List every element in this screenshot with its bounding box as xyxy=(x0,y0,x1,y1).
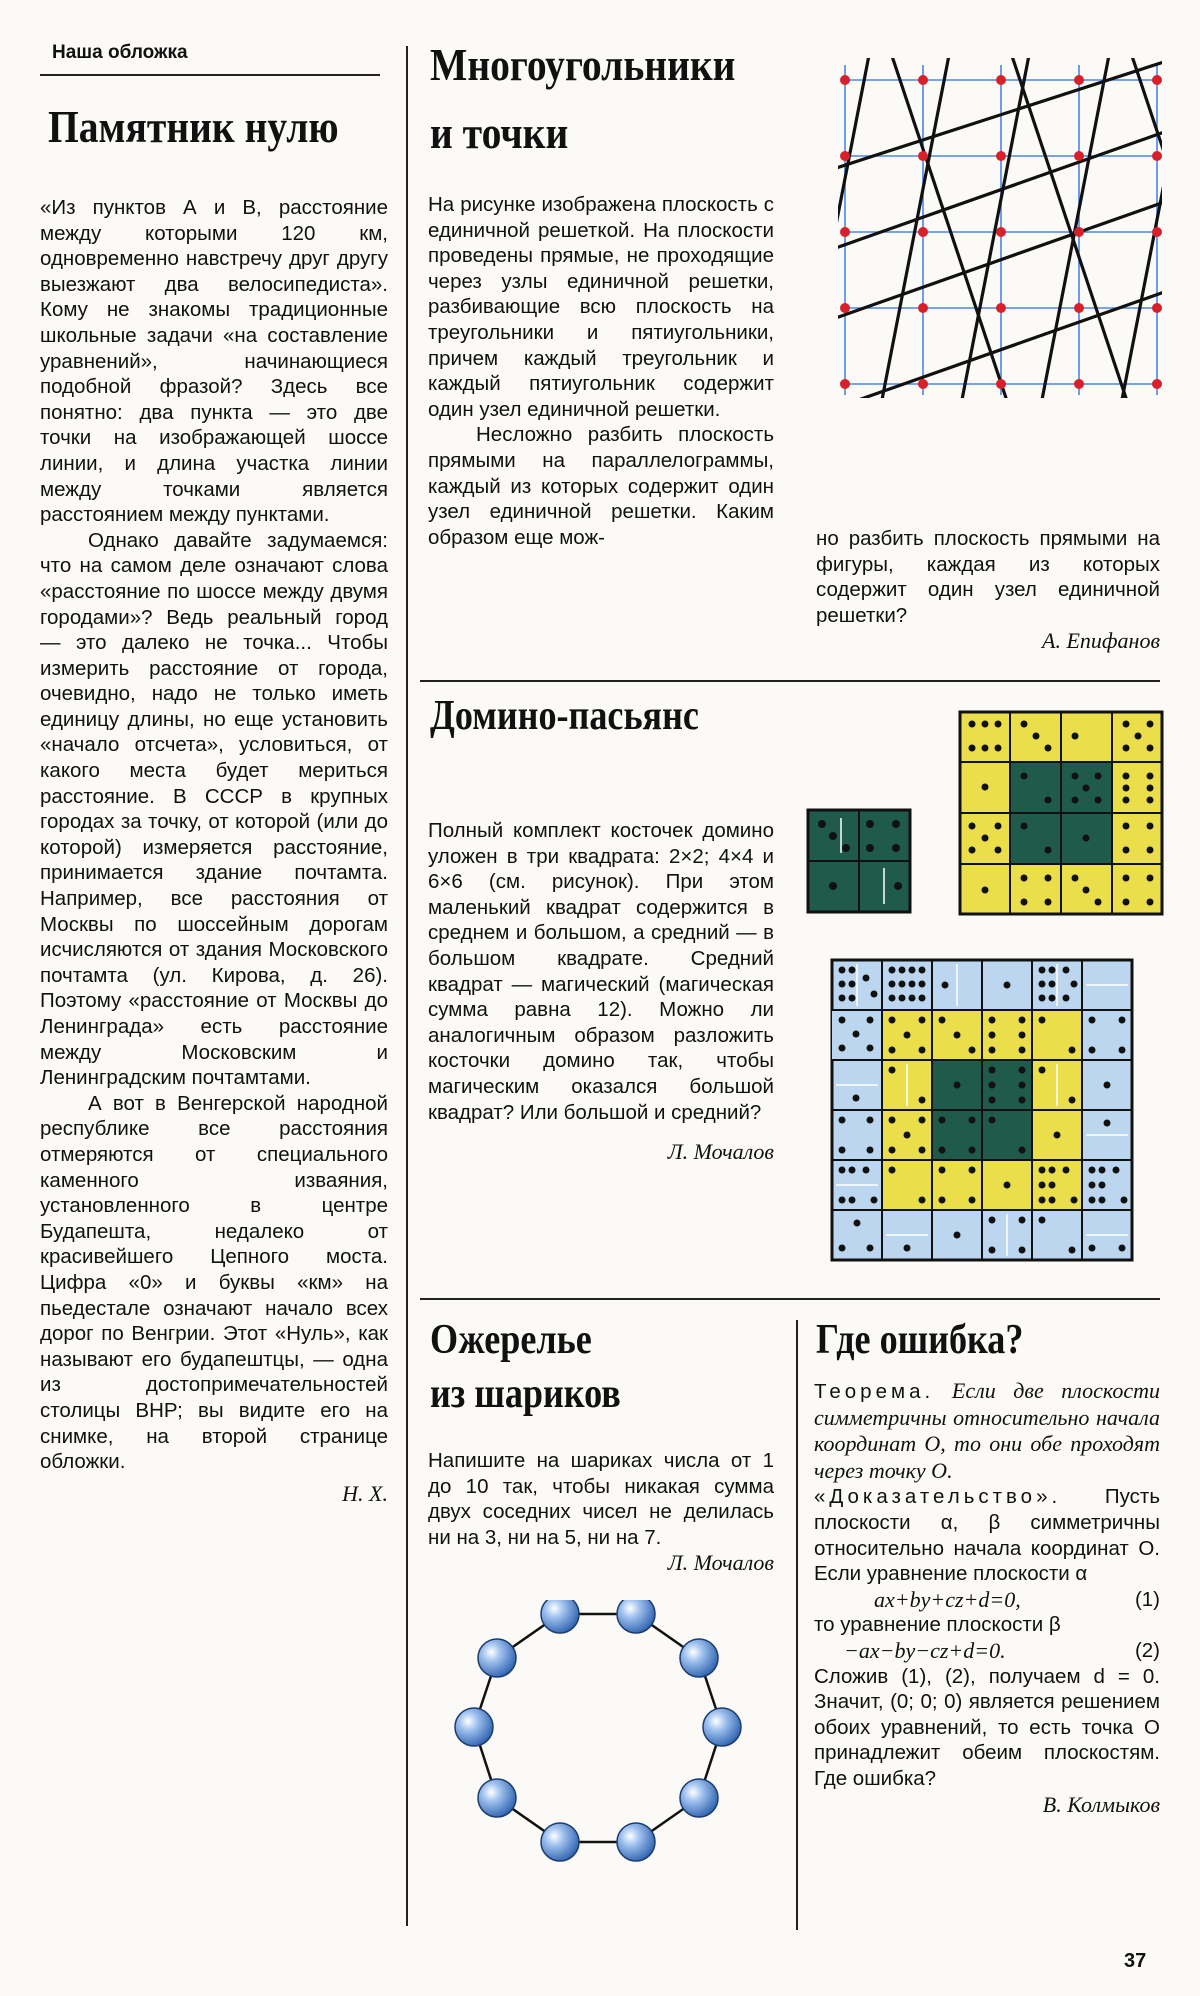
article1-paragraph-2: Однако давайте задумаемся: что на самом деле означают слова «расстояние по шоссе между двумя городами»? Ведь реальный город — это далеко не точка... Чтобы измерить расстояние от города, очевидно, надо не только иметь единицу длины, но еще установить «начало отсчета», условиться, от какого места будет мериться расстояние. В СССР в крупных городах за точку, от которой (или до которой) измеряется расстояние, принимается здание почтамта. Например, все расстояния от Москвы по шоссейным дорогам исчисляются от здания Московского почтамта (ул. Кирова, д. 26). Поэтому «расстояние от Москвы до Ленинграда» есть расстояние между Московским и Ленинградским почтамтами. xyxy=(40,528,388,1090)
article1-signature: Н. Х. xyxy=(342,1480,388,1506)
domino-square-medium xyxy=(958,710,1164,916)
article5-signature: В. Колмыков xyxy=(1042,1791,1160,1817)
article3-title: Домино-пасьянс xyxy=(430,693,699,739)
equation-1-number: (1) xyxy=(1134,1587,1160,1611)
column-divider-middle xyxy=(796,1320,798,1930)
necklace-figure xyxy=(440,1600,760,1900)
bead-9 xyxy=(455,1708,493,1746)
article4-title-line1: Ожерелье xyxy=(430,1317,592,1363)
equation-1-text: ax+by+cz+d=0, xyxy=(874,1586,1021,1612)
column-divider-left xyxy=(406,46,408,1926)
bead-7 xyxy=(541,1823,579,1861)
article2-body-right xyxy=(816,526,1160,654)
domino-square-large xyxy=(830,958,1134,1262)
article2-title-line2: и точки xyxy=(430,107,569,158)
bead-5 xyxy=(680,1779,718,1817)
equation-2-text: −ax−by−cz+d=0. xyxy=(844,1637,1006,1663)
article4-body xyxy=(428,1448,774,1576)
lattice-figure xyxy=(830,50,1170,410)
article4-title-line2: из шариков xyxy=(430,1371,621,1417)
bead-2 xyxy=(617,1600,655,1633)
header-rule xyxy=(40,74,380,76)
article4-paragraph: Напишите на шариках числа от 1 до 10 так, чтобы никакая сумма двух соседних чисел не делилась ни на 3, ни на 5, ни на 7. xyxy=(428,1449,774,1549)
article5-body xyxy=(814,1378,1160,1817)
beads xyxy=(455,1600,741,1861)
article3-paragraph: Полный комплект косточек домино уложен в три квадрата: 2×2; 4×4 и 6×6 (см. рисунок). При этом маленький квадрат содержится в среднем и большом, а средний — в большом квадрате. Средний квадрат — магический (магическая сумма равна 12). Можно ли аналогичным образом разложить косточки домино так, чтобы магическим оказался большой квадрат? Или большой и средний? xyxy=(428,819,774,1124)
article2-body-left xyxy=(428,192,774,550)
article2-paragraph-2b: но разбить плоскость прямыми на фигуры, каждая из которых содержит один узел единичной решетки? xyxy=(816,527,1160,627)
separator-bottom xyxy=(420,1298,1160,1300)
equation-2 xyxy=(814,1638,1160,1664)
proof-text-2: то уравнение плоскости β xyxy=(814,1613,1061,1637)
bead-3 xyxy=(680,1639,718,1677)
proof-text-3: Сложив (1), (2), получаем d = 0. Значит, (0; 0; 0) является решением обоих уравнений, то есть точка O принадлежит обеим плоскостям. Где ошибка? xyxy=(814,1664,1160,1790)
article1-body xyxy=(40,195,388,1506)
article1-paragraph-3: А вот в Венгерской народной республике все расстояния отмеряются от специального каменного изваяния, установленного в центре Будапешта, недалеко от красивейшего Цепного моста. Цифра «0» и буквы «км» на пьедестале означают начало всех дорог по Венгрии. Этот «Нуль», как называют его будапештцы, — одна из достопримечательностей столицы ВНР; вы видите его на снимке, на второй странице обложки. xyxy=(40,1091,388,1474)
section-label: Наша обложка xyxy=(52,42,188,63)
article5-proof xyxy=(814,1484,1160,1586)
theorem-label: Теорема. xyxy=(814,1380,935,1403)
article4-signature: Л. Мочалов xyxy=(667,1550,774,1576)
article3-signature: Л. Мочалов xyxy=(667,1139,774,1165)
proof-text-1: Пусть плоскости α, β симметричны относительно начала координат O. Если уравнение плоскости α xyxy=(814,1485,1160,1586)
proof-label: «Доказательство». xyxy=(814,1485,1062,1509)
article5-title: Где ошибка? xyxy=(816,1317,1024,1363)
bead-10 xyxy=(478,1639,516,1677)
bead-1 xyxy=(541,1600,579,1633)
bead-4 xyxy=(703,1708,741,1746)
theorem-text: Если две плоскости симметричны относительно начала координат O, то они обе проходят через точку O. xyxy=(814,1378,1160,1483)
page-number: 37 xyxy=(1124,1950,1147,1972)
article3-body xyxy=(428,818,774,1165)
article1-paragraph-1: «Из пунктов А и В, расстояние между которыми 120 км, одновременно навстречу друг другу выезжают два велосипедиста». Кому не знакомы традиционные школьные задачи «на составление уравнений», начинающиеся подобной фразой? Здесь все понятно: два пункта — это две точки на изображающей шоссе линии, и длина участка линии между точками является расстоянием между пунктами. xyxy=(40,196,388,527)
article5-theorem xyxy=(814,1378,1160,1484)
bead-8 xyxy=(478,1779,516,1817)
article2-title-line1: Многоугольники xyxy=(430,39,736,90)
article1-title: Памятник нулю xyxy=(48,101,339,152)
article2-paragraph-1: На рисунке изображена плоскость с единичной решеткой. На плоскости проведены прямые, не проходящие через узлы единичной решетки, разбивающие всю плоскость на треугольники и пятиугольники, причем каждый треугольник и каждый пятиугольник содержит один узел единичной решетки. xyxy=(428,193,774,421)
separator-dominoes xyxy=(420,680,1160,682)
equation-1 xyxy=(814,1587,1160,1613)
article2-signature: А. Епифанов xyxy=(1042,628,1160,654)
bead-6 xyxy=(617,1823,655,1861)
article2-paragraph-2a: Несложно разбить плоскость прямыми на параллелограммы, каждый из которых содержит один узел единичной решетки. Каким образом еще мож- xyxy=(428,423,774,549)
domino-square-small xyxy=(806,808,912,914)
equation-2-number: (2) xyxy=(1134,1638,1160,1662)
